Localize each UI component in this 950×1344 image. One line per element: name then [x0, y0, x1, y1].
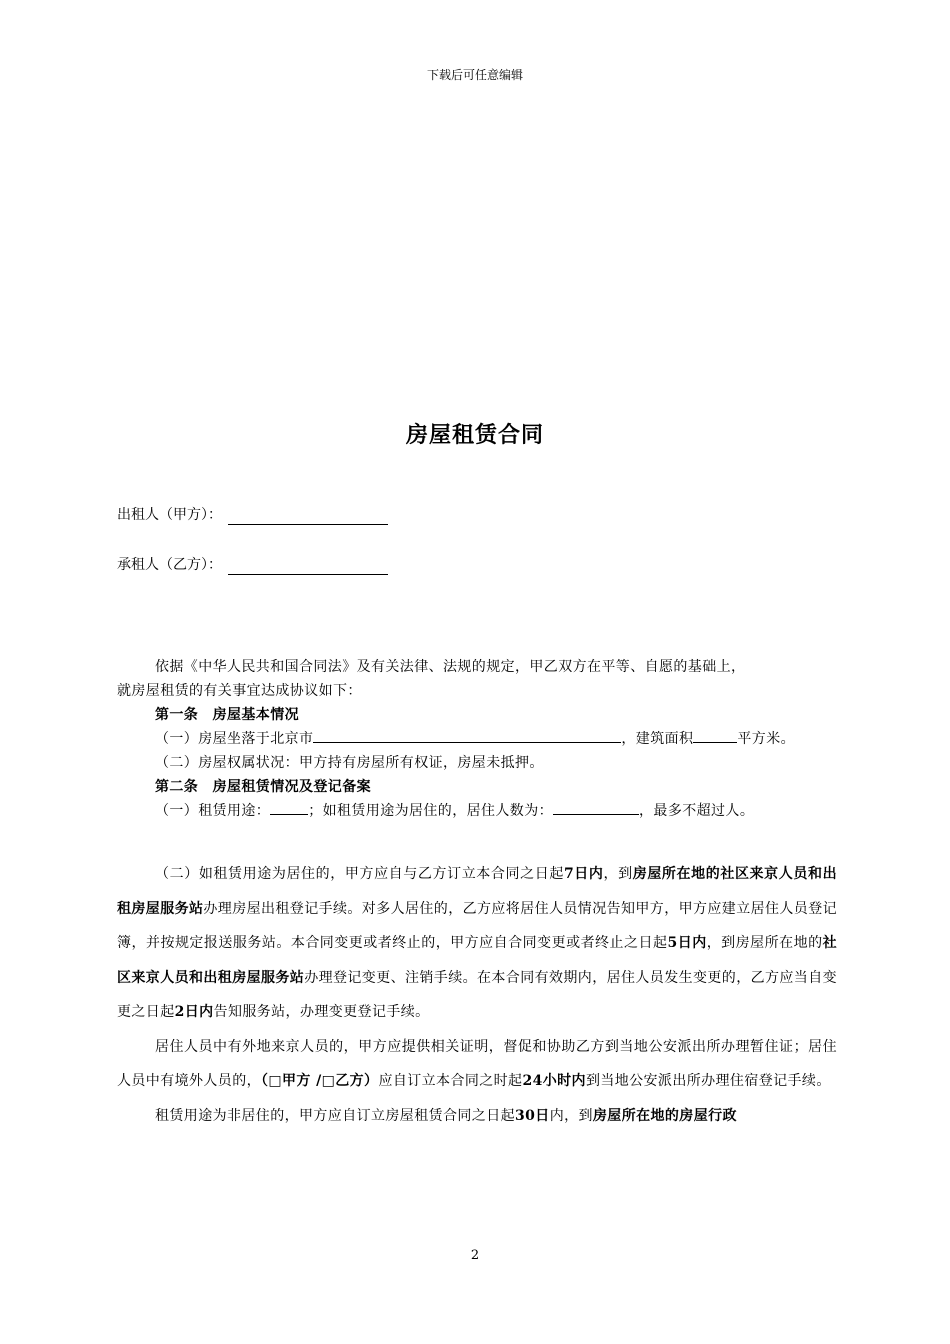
article-2-paragraph-2: （二）如租赁用途为居住的，甲方应自与乙方订立本合同之日起7日内，到房屋所在地的社区来京人员和出租房屋服务站办理房屋出租登记手续。对多人居住的，乙方应将居住人员情况告知甲方，甲方应建立居住人员登记簿，并按规定报送服务站。本合同变更或者终止的，甲方应自合同变更或者终止之日起5日内，到房屋所在地的社区来京人员和出租房屋服务站办理登记变更、注销手续。在本合同有效期内，居住人员发生变更的，乙方应当自变更之日起2日内告知服务站，办理变更登记手续。 — [117, 866, 838, 1020]
article-1-item-1: （一）房屋坐落于北京市 ，建筑面积 平方米。 — [117, 727, 837, 751]
area-blank — [693, 728, 737, 743]
contract-body-bottom — [117, 857, 837, 1133]
lessor-line — [117, 505, 388, 525]
lessee-blank — [228, 558, 388, 575]
usage-blank — [270, 800, 308, 815]
article-1-item-2: （二）房屋权属状况：甲方持有房屋所有权证，房屋未抵押。 — [155, 755, 544, 771]
article-1-heading: 第一条 房屋基本情况 — [155, 707, 299, 723]
address-blank — [313, 728, 621, 743]
lessor-label: 出租人（甲方）： — [117, 507, 222, 523]
lessor-blank — [228, 508, 388, 525]
lessee-label: 承租人（乙方）： — [117, 557, 222, 573]
page-number: 2 — [470, 1248, 480, 1263]
article-2-paragraph-4: 租赁用途为非居住的，甲方应自订立房屋租赁合同之日起30日内，到房屋所在地的房屋行政 — [155, 1107, 737, 1124]
intro-line-1: 依据《中华人民共和国合同法》及有关法律、法规的规定，甲乙双方在平等、自愿的基础上， — [155, 659, 746, 675]
lessee-line — [117, 555, 388, 575]
document-title: 房屋租赁合同 — [405, 422, 544, 448]
occupants-blank — [553, 800, 639, 815]
page-header: 下载后可任意编辑 — [426, 68, 523, 82]
article-2-item-1: （一）租赁用途： ；如租赁用途为居住的，居住人数为： ，最多不超过人。 — [117, 799, 837, 823]
contract-body-top — [117, 655, 837, 823]
article-2-heading: 第二条 房屋租赁情况及登记备案 — [155, 779, 371, 795]
intro-line-2: 就房屋租赁的有关事宜达成协议如下： — [117, 683, 362, 699]
article-2-paragraph-3: 居住人员中有外地来京人员的，甲方应提供相关证明，督促和协助乙方到当地公安派出所办理暂住证；居住人员中有境外人员的，（□甲方 /□乙方）应自订立本合同之时起24小时内到当地公安派出所办理住宿登记手续。 — [117, 1038, 837, 1089]
